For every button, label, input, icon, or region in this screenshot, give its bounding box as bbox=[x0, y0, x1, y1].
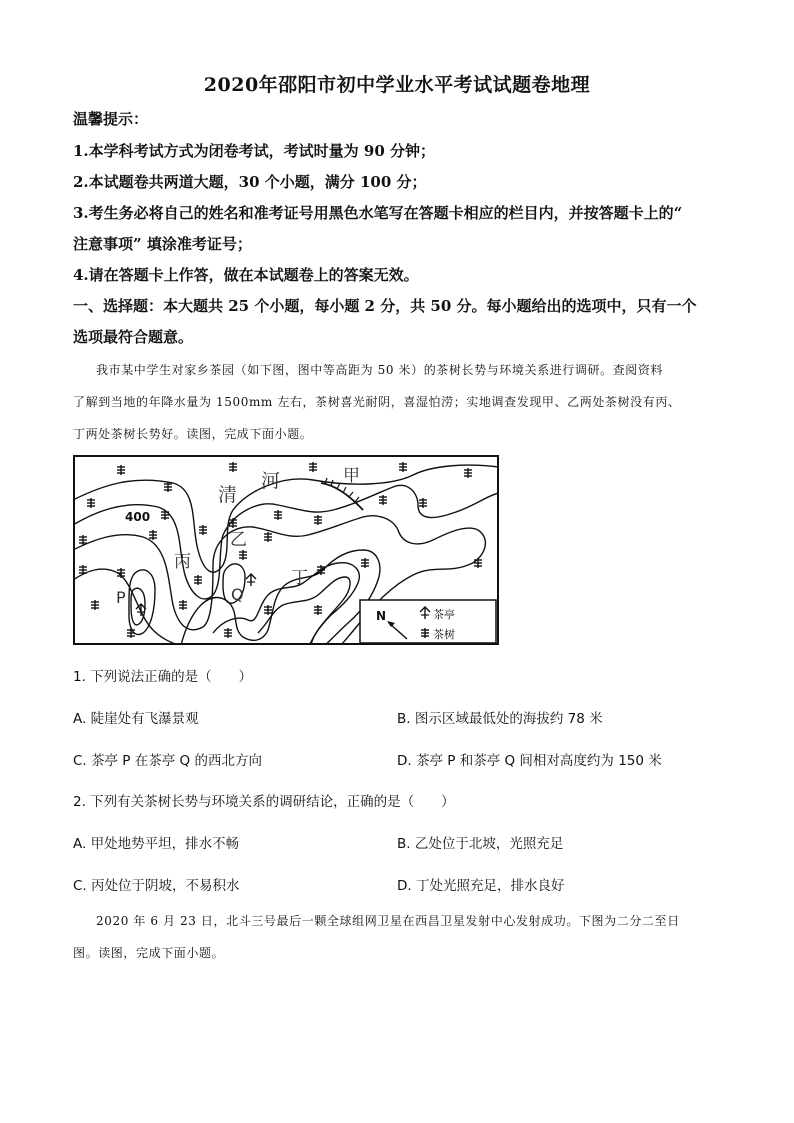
q2-option-a[interactable]: A. 甲处地势平坦，排水不畅 bbox=[73, 836, 240, 852]
legend-tea-icon bbox=[421, 628, 429, 638]
q2-option-d[interactable]: D. 丁处光照充足，排水良好 bbox=[397, 878, 565, 894]
q2-option-b[interactable]: B. 乙处位于北坡，光照充足 bbox=[397, 836, 564, 852]
intro1-line1: 我市某中学生对家乡茶园（如下图，图中等高距为 50 米）的茶树长势与环境关系进行调研。查阅资料 bbox=[96, 363, 664, 377]
label-river-qing: 清 bbox=[218, 484, 238, 506]
label-ding: 丁 bbox=[291, 568, 308, 588]
contour-label: 400 bbox=[125, 510, 151, 524]
label-bing: 丙 bbox=[174, 552, 191, 572]
north-label: N bbox=[376, 609, 387, 623]
intro1-line2: 了解到当地的年降水量为 1500mm 左右，茶树喜光耐阴，喜湿怕涝；实地调查发现甲、乙两处茶树没有丙、 bbox=[73, 395, 681, 409]
label-p: P bbox=[116, 588, 126, 607]
label-jia: 甲 bbox=[343, 466, 360, 486]
tip-4: 4.请在答题卡上作答，做在本试题卷上的答案无效。 bbox=[73, 266, 419, 284]
tip-1: 1.本学科考试方式为闭卷考试，考试时量为 90 分钟； bbox=[73, 142, 435, 160]
q1-stem: 1. 下列说法正确的是（ ） bbox=[73, 669, 253, 685]
q1-option-a[interactable]: A. 陡崖处有飞瀑景观 bbox=[73, 711, 199, 727]
tips-heading: 温馨提示： bbox=[73, 110, 149, 128]
page-title: 2020年邵阳市初中学业水平考试试题卷地理 bbox=[203, 74, 591, 96]
intro1-line3: 丁两处茶树长势好。读图，完成下面小题。 bbox=[73, 427, 313, 441]
intro2-line1: 2020 年 6 月 23 日，北斗三号最后一颗全球组网卫星在西昌卫星发射中心发射成功。下图为二分二至日 bbox=[96, 914, 680, 928]
label-river-he: 河 bbox=[261, 470, 281, 492]
q1-option-d[interactable]: D. 茶亭 P 和茶亭 Q 间相对高度约为 150 米 bbox=[397, 753, 662, 769]
tip-3-cont: 注意事项” 填涂准考证号； bbox=[73, 235, 252, 253]
map-legend bbox=[360, 600, 496, 643]
section-heading: 一、选择题：本大题共 25 个小题，每小题 2 分，共 50 分。每小题给出的选项中，只有一个 bbox=[73, 297, 697, 315]
label-q: Q bbox=[231, 585, 244, 604]
q1-option-c[interactable]: C. 茶亭 P 在茶亭 Q 的西北方向 bbox=[73, 753, 262, 769]
section-heading-cont: 选项最符合题意。 bbox=[73, 328, 194, 346]
intro2-line2: 图。读图，完成下面小题。 bbox=[73, 946, 225, 960]
contour-map bbox=[73, 455, 499, 645]
tip-2: 2.本试题卷共两道大题，30 个小题，满分 100 分； bbox=[73, 173, 427, 191]
q2-option-c[interactable]: C. 丙处位于阴坡，不易积水 bbox=[73, 878, 240, 894]
q1-option-b[interactable]: B. 图示区域最低处的海拔约 78 米 bbox=[397, 711, 603, 727]
legend-pavilion-label: 茶亭 bbox=[433, 608, 455, 621]
q2-stem: 2. 下列有关茶树长势与环境关系的调研结论，正确的是（ ） bbox=[73, 794, 455, 810]
tip-3: 3.考生务必将自己的姓名和准考证号用黑色水笔写在答题卡相应的栏目内，并按答题卡上的“ bbox=[73, 204, 683, 222]
label-yi: 乙 bbox=[230, 530, 247, 550]
legend-tea-label: 茶树 bbox=[433, 628, 455, 641]
